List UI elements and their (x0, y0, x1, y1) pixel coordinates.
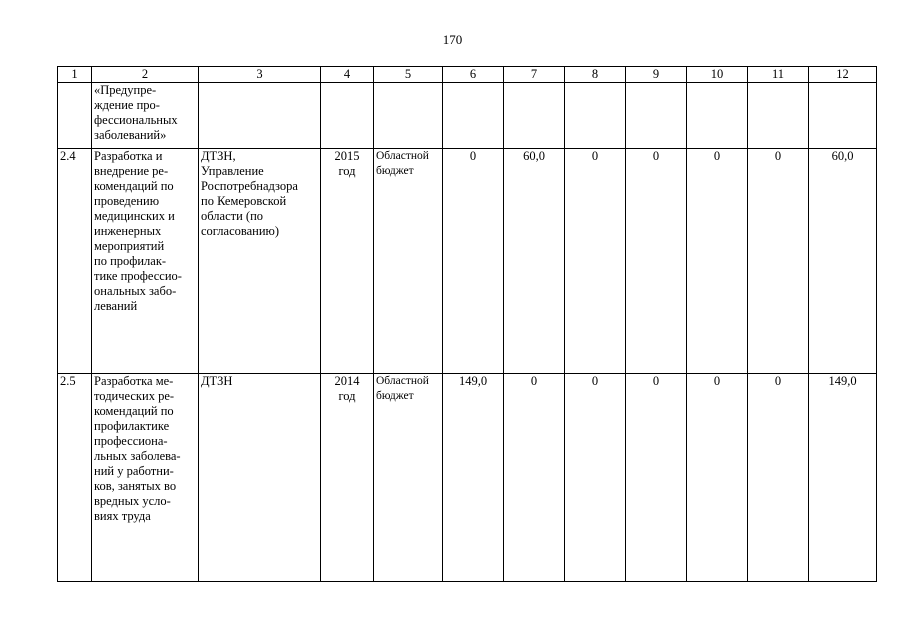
row-number (58, 83, 92, 149)
year (321, 83, 374, 149)
executor (199, 83, 321, 149)
value-cell: 0 (626, 149, 687, 374)
column-header: 6 (443, 67, 504, 83)
page-number: 170 (442, 32, 463, 47)
column-header: 8 (565, 67, 626, 83)
value-cell: 0 (565, 374, 626, 582)
column-header: 1 (58, 67, 92, 83)
value-cell: 0 (687, 374, 748, 582)
executor: ДТЗН, Управление Роспотребнадзора по Кемеровской области (по согласованию) (199, 149, 321, 374)
value-cell: 0 (748, 374, 809, 582)
value-cell: 0 (565, 149, 626, 374)
value-cell: 149,0 (443, 374, 504, 582)
program-table (57, 66, 877, 582)
value-cell: 60,0 (809, 149, 877, 374)
value-cell: 0 (443, 149, 504, 374)
row-number: 2.4 (58, 149, 92, 374)
value-cell: 0 (626, 374, 687, 582)
year: 2014 год (321, 374, 374, 582)
table-row (58, 374, 877, 582)
value-cell: 0 (748, 149, 809, 374)
table-row (58, 149, 877, 374)
measure-name: «Предупре- ждение про- фессиональных заболеваний» (92, 83, 199, 149)
value-cell (748, 83, 809, 149)
table-header-row (58, 67, 877, 83)
column-header: 11 (748, 67, 809, 83)
measure-name: Разработка ме- тодических ре- комендаций по профилактике профессиона- льных заболева- ний у работни- ков, занятых во вредных усло- виях труда (92, 374, 199, 582)
table-row (58, 83, 877, 149)
value-cell (809, 83, 877, 149)
column-header: 5 (374, 67, 443, 83)
measure-name: Разработка и внедрение ре- комендаций по проведению медицинских и инженерных мероприятий по профилак- тике профессио- ональных забо- леваний (92, 149, 199, 374)
funding-source: Областной бюджет (374, 374, 443, 582)
funding-source (374, 83, 443, 149)
column-header: 4 (321, 67, 374, 83)
value-cell: 0 (687, 149, 748, 374)
funding-source: Областной бюджет (374, 149, 443, 374)
column-header: 10 (687, 67, 748, 83)
column-header: 3 (199, 67, 321, 83)
year: 2015 год (321, 149, 374, 374)
value-cell (443, 83, 504, 149)
value-cell (626, 83, 687, 149)
value-cell: 60,0 (504, 149, 565, 374)
value-cell: 149,0 (809, 374, 877, 582)
column-header: 7 (504, 67, 565, 83)
value-cell (687, 83, 748, 149)
value-cell (565, 83, 626, 149)
column-header: 12 (809, 67, 877, 83)
value-cell: 0 (504, 374, 565, 582)
column-header: 9 (626, 67, 687, 83)
column-header: 2 (92, 67, 199, 83)
executor: ДТЗН (199, 374, 321, 582)
value-cell (504, 83, 565, 149)
row-number: 2.5 (58, 374, 92, 582)
